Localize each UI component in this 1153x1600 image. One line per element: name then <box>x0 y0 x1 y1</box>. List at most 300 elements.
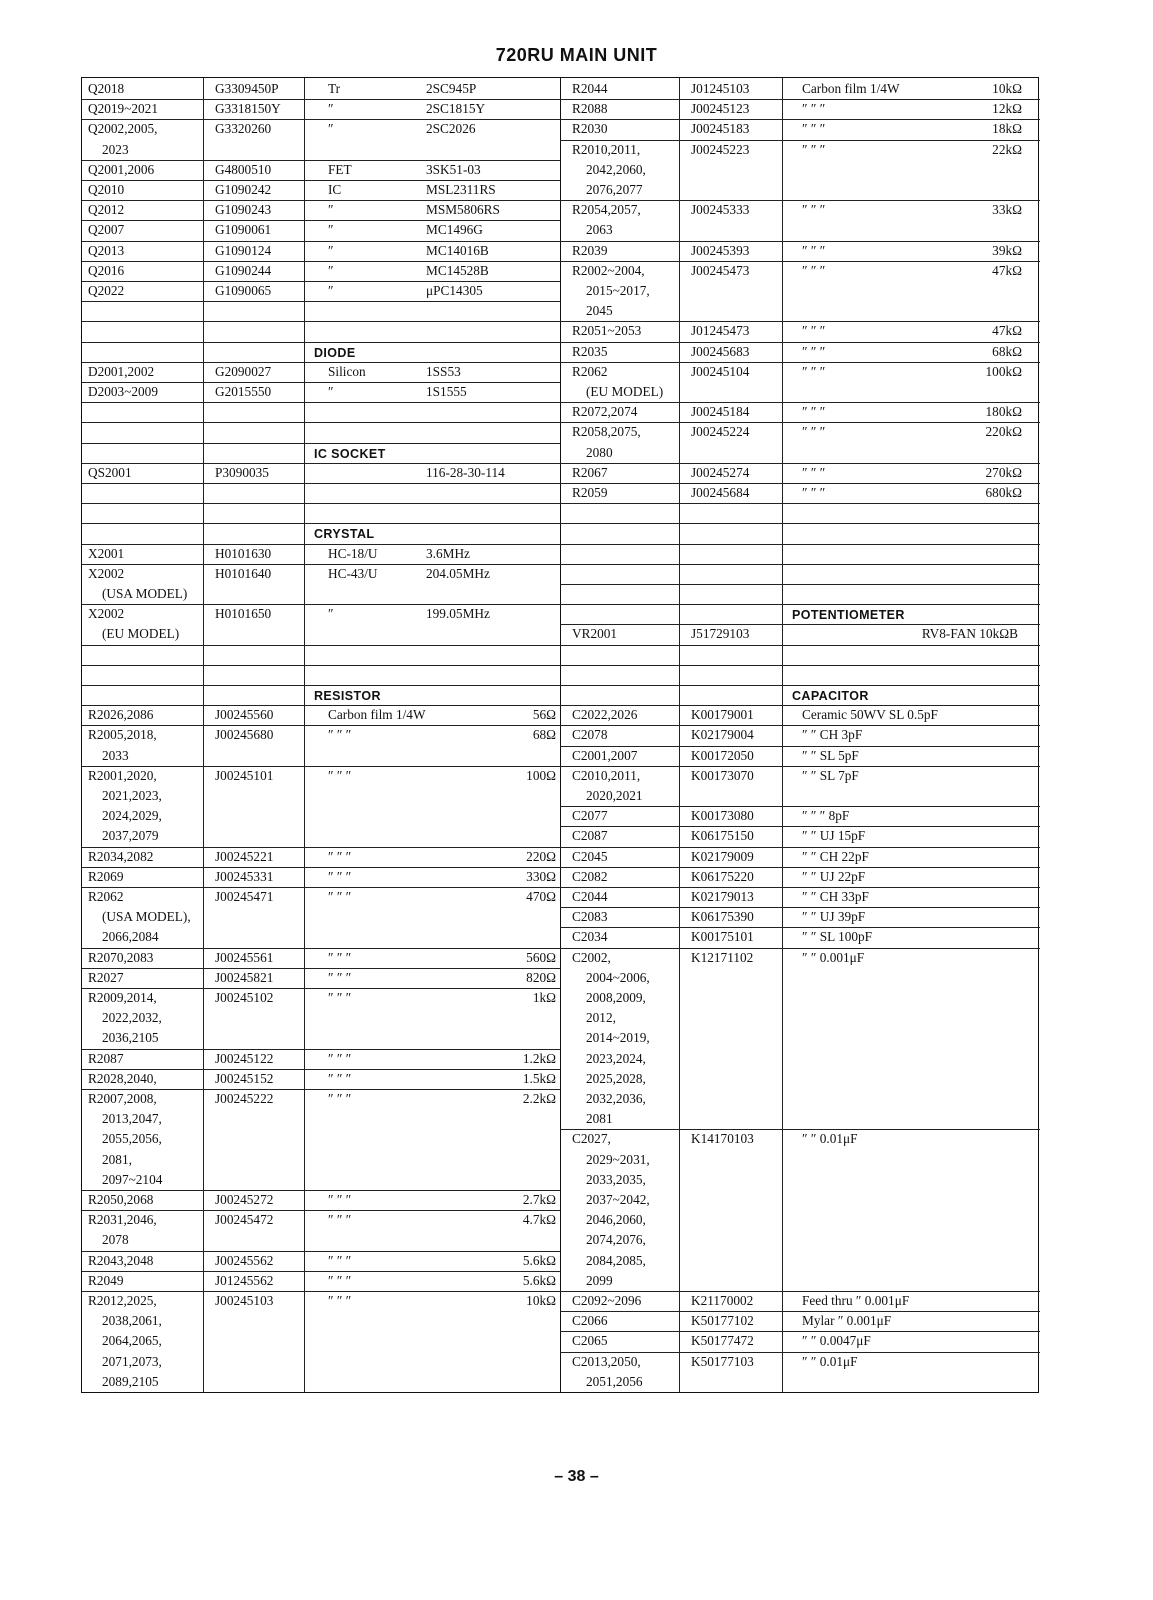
section-header: DIODE <box>314 345 356 360</box>
ref-designator: 2099 <box>586 1272 613 1288</box>
part-type: ″ ″ ″ <box>802 343 826 359</box>
column-divider <box>679 78 680 1392</box>
ref-designator: D2003~2009 <box>88 384 158 399</box>
ref-designator: C2083 <box>572 909 608 925</box>
row-rule <box>560 948 1040 949</box>
section-header: CRYSTAL <box>314 527 375 542</box>
ref-designator: 2074,2076, <box>586 1232 646 1248</box>
ref-designator: X2002 <box>88 565 125 581</box>
part-number: G4800510 <box>215 161 272 177</box>
ref-designator: 2008,2009, <box>586 990 646 1005</box>
ref-designator: C2087 <box>572 828 608 844</box>
ref-designator: C2078 <box>572 727 608 743</box>
part-number: G3309450P <box>215 81 279 96</box>
ref-designator: C2045 <box>572 848 608 864</box>
ref-designator: Q2018 <box>88 81 125 96</box>
ref-designator: C2027, <box>572 1131 611 1147</box>
part-type: ″ ″ ″ <box>328 1070 352 1086</box>
ref-designator: C2092~2096 <box>572 1293 642 1308</box>
ref-designator: 2033 <box>102 747 129 763</box>
ref-designator: 2024,2029, <box>102 808 162 824</box>
part-number: H0101650 <box>215 606 272 622</box>
part-value: 3SK51-03 <box>426 161 481 177</box>
part-type: ″ ″ CH 3pF <box>802 727 863 743</box>
ref-designator: R2067 <box>572 464 608 480</box>
part-type: Silicon <box>328 363 366 379</box>
part-value: MC14528B <box>426 262 489 278</box>
part-number: J00245471 <box>215 889 274 904</box>
part-number: K12171102 <box>691 949 754 965</box>
part-type: ″ ″ ″ <box>802 404 826 420</box>
part-number: K06175220 <box>691 868 754 884</box>
ref-designator: R2027 <box>88 969 124 985</box>
part-number: K02179013 <box>691 889 754 904</box>
part-value: μPC14305 <box>426 283 483 298</box>
row-rule <box>82 483 560 484</box>
part-value: 2.7kΩ <box>522 1192 556 1207</box>
part-number: J00245680 <box>215 727 274 743</box>
ref-designator: R2049 <box>88 1272 124 1288</box>
part-type: ″ ″ ″ <box>802 262 826 278</box>
part-number: G2090027 <box>215 363 272 379</box>
part-type: Mylar ″ 0.001μF <box>802 1313 892 1329</box>
part-value: 47kΩ <box>992 262 1022 278</box>
row-rule <box>560 1331 1040 1332</box>
row-rule <box>560 483 1040 484</box>
ref-designator: 2042,2060, <box>586 161 646 177</box>
row-rule <box>560 1311 1040 1312</box>
row-rule <box>82 301 560 302</box>
ref-designator: R2012,2025, <box>88 1293 157 1308</box>
part-value: 33kΩ <box>992 202 1022 218</box>
row-rule <box>82 1049 560 1050</box>
part-type: ″ ″ 0.01μF <box>802 1131 858 1147</box>
ref-designator: 2045 <box>586 303 613 319</box>
row-rule <box>560 503 1040 504</box>
row-rule <box>560 119 1040 120</box>
part-value: 68Ω <box>532 727 556 743</box>
ref-designator: R2062 <box>572 363 608 379</box>
ref-designator: R2007,2008, <box>88 1091 157 1106</box>
row-rule <box>82 887 560 888</box>
ref-designator: (USA MODEL) <box>102 586 188 601</box>
row-rule <box>82 1251 560 1252</box>
ref-designator: R2026,2086 <box>88 707 154 723</box>
ref-designator: 2046,2060, <box>586 1212 646 1228</box>
ref-designator: (EU MODEL) <box>102 626 180 642</box>
row-rule <box>82 665 560 666</box>
part-value: 470Ω <box>526 889 556 904</box>
part-type: ″ <box>328 202 334 218</box>
ref-designator: C2001,2007 <box>572 747 638 763</box>
part-number: K00175101 <box>691 929 754 945</box>
part-type: ″ ″ UJ 22pF <box>802 868 866 884</box>
part-type: ″ ″ ″ <box>802 363 826 379</box>
ref-designator: R2072,2074 <box>572 404 638 420</box>
ref-designator: 2089,2105 <box>102 1373 159 1389</box>
part-number: K50177103 <box>691 1353 754 1369</box>
ref-designator: 2076,2077 <box>586 182 643 197</box>
part-number: G1090065 <box>215 283 272 298</box>
ref-designator: R2051~2053 <box>572 323 642 339</box>
part-type: ″ ″ ″ <box>328 889 352 904</box>
ref-designator: 2033,2035, <box>586 1171 646 1187</box>
part-type: ″ ″ ″ <box>328 848 352 864</box>
part-value: 10kΩ <box>992 81 1022 96</box>
part-value: 180kΩ <box>985 404 1022 420</box>
part-value: MSL2311RS <box>426 182 496 197</box>
part-number: K14170103 <box>691 1131 754 1147</box>
part-number: G1090124 <box>215 242 272 258</box>
ref-designator: 2081 <box>586 1111 613 1127</box>
ref-designator: 2084,2085, <box>586 1252 646 1268</box>
ref-designator: 2080 <box>586 444 613 460</box>
row-rule <box>82 867 560 868</box>
part-type: ″ ″ 0.01μF <box>802 1353 858 1369</box>
part-type: ″ ″ CH 22pF <box>802 848 869 864</box>
part-type: ″ ″ ″ <box>802 323 826 339</box>
part-type: ″ ″ ″ <box>802 141 826 157</box>
ref-designator: 2022,2032, <box>102 1010 162 1026</box>
part-value: RV8-FAN 10kΩB <box>921 626 1018 642</box>
part-type: ″ ″ ″ <box>328 1272 352 1288</box>
part-type: ″ ″ UJ 15pF <box>802 828 866 844</box>
ref-designator: 2025,2028, <box>586 1070 646 1086</box>
row-rule <box>560 1129 1040 1130</box>
row-rule <box>560 544 1040 545</box>
part-value: 2SC1815Y <box>426 101 486 117</box>
ref-designator: R2088 <box>572 101 608 117</box>
part-type: HC-18/U <box>328 545 378 561</box>
ref-designator: R2028,2040, <box>88 1070 157 1086</box>
section-header: CAPACITOR <box>792 689 869 703</box>
row-rule <box>560 665 1040 666</box>
part-number: J00245274 <box>691 464 750 480</box>
part-number: G1090243 <box>215 202 272 218</box>
part-number: J00245821 <box>215 969 274 985</box>
part-type: ″ ″ UJ 39pF <box>802 909 866 925</box>
part-value: 100kΩ <box>985 363 1022 379</box>
part-number: J00245184 <box>691 404 750 420</box>
column-divider <box>203 78 204 1392</box>
row-rule <box>82 847 560 848</box>
part-value: MC1496G <box>426 222 483 238</box>
part-type: ″ ″ ″ <box>802 424 826 440</box>
section-header: RESISTOR <box>314 689 381 703</box>
ref-designator: C2044 <box>572 889 608 904</box>
part-number: J51729103 <box>691 626 750 642</box>
part-type: IC <box>328 182 342 197</box>
part-type: ″ ″ ″ <box>802 121 826 137</box>
ref-designator: R2039 <box>572 242 608 258</box>
row-rule <box>560 847 1040 848</box>
ref-designator: 2055,2056, <box>102 1131 162 1147</box>
ref-designator: R2054,2057, <box>572 202 641 218</box>
part-value: 2SC945P <box>426 81 477 96</box>
part-number: G2015550 <box>215 384 272 399</box>
part-value: 220Ω <box>526 848 556 864</box>
part-type: ″ ″ ″ <box>328 1091 352 1106</box>
ref-designator: C2065 <box>572 1333 608 1349</box>
part-number: H0101630 <box>215 545 272 561</box>
ref-designator: 2013,2047, <box>102 1111 162 1127</box>
ref-designator: R2031,2046, <box>88 1212 157 1228</box>
ref-designator: C2034 <box>572 929 608 945</box>
ref-designator: X2002 <box>88 606 125 622</box>
part-number: K06175390 <box>691 909 754 925</box>
part-type: ″ ″ ″ <box>802 242 826 258</box>
part-value: 820Ω <box>526 969 556 985</box>
part-type: ″ ″ 0.001μF <box>802 949 865 965</box>
row-rule <box>560 523 1040 524</box>
ref-designator: R2058,2075, <box>572 424 641 440</box>
part-number: J00245561 <box>215 949 274 965</box>
part-number: J00245684 <box>691 485 750 500</box>
part-number: J00245223 <box>691 141 750 157</box>
part-number: J00245224 <box>691 424 750 440</box>
ref-designator: 2020,2021 <box>586 788 643 803</box>
row-rule <box>82 503 560 504</box>
ref-designator: 2038,2061, <box>102 1313 162 1329</box>
row-rule <box>82 968 560 969</box>
row-rule <box>560 241 1040 242</box>
part-type: FET <box>328 161 352 177</box>
part-type: ″ ″ ″ <box>802 464 826 480</box>
ref-designator: R2001,2020, <box>88 767 157 783</box>
part-value: 330Ω <box>526 868 556 884</box>
part-number: J01245473 <box>691 323 750 339</box>
part-value: 680kΩ <box>985 485 1022 500</box>
part-value: 22kΩ <box>992 141 1022 157</box>
ref-designator: 2023 <box>102 141 129 157</box>
part-number: K02179009 <box>691 848 754 864</box>
row-rule <box>82 402 560 403</box>
part-type: ″ ″ ″ 8pF <box>802 808 850 824</box>
section-header: IC SOCKET <box>314 446 386 461</box>
part-value: MSM5806RS <box>426 202 500 218</box>
part-value: 1kΩ <box>532 990 556 1005</box>
part-number: J00245122 <box>215 1050 274 1066</box>
part-type: ″ ″ 0.0047μF <box>802 1333 871 1349</box>
part-type: ″ ″ SL 7pF <box>802 767 859 783</box>
ref-designator: 2015~2017, <box>586 283 650 298</box>
ref-designator: 2063 <box>586 222 613 238</box>
ref-designator: R2087 <box>88 1050 124 1066</box>
row-rule <box>82 645 560 646</box>
part-type: ″ ″ ″ <box>328 969 352 985</box>
ref-designator: (EU MODEL) <box>586 384 664 399</box>
part-number: K50177472 <box>691 1333 754 1349</box>
row-rule <box>560 927 1040 928</box>
row-rule <box>82 220 560 221</box>
part-type: ″ ″ ″ <box>328 767 352 783</box>
part-value: 5.6kΩ <box>522 1272 556 1288</box>
part-type: ″ ″ ″ <box>328 1252 352 1268</box>
row-rule <box>560 584 1040 585</box>
part-type: ″ ″ ″ <box>328 868 352 884</box>
row-rule <box>560 342 1040 343</box>
part-number: J00245103 <box>215 1293 274 1308</box>
part-number: J00245272 <box>215 1192 274 1207</box>
ref-designator: Q2013 <box>88 242 125 258</box>
ref-designator: R2034,2082 <box>88 848 154 864</box>
ref-designator: C2066 <box>572 1313 608 1329</box>
row-rule <box>560 362 1040 363</box>
part-value: 47kΩ <box>992 323 1022 339</box>
part-type: ″ ″ ″ <box>328 1212 352 1228</box>
part-number: J00245473 <box>691 262 750 278</box>
part-number: J00245102 <box>215 990 274 1005</box>
ref-designator: R2035 <box>572 343 608 359</box>
ref-designator: D2001,2002 <box>88 363 155 379</box>
row-rule <box>560 564 1040 565</box>
row-rule <box>560 806 1040 807</box>
part-number: J00245562 <box>215 1252 274 1268</box>
part-value: 1S1555 <box>426 384 467 399</box>
part-value: 68kΩ <box>992 343 1022 359</box>
part-number: J00245333 <box>691 202 750 218</box>
ref-designator: 2029~2031, <box>586 1151 650 1167</box>
part-number: J01245562 <box>215 1272 274 1288</box>
part-value: 560Ω <box>526 949 556 965</box>
page-number: – 38 – <box>554 1468 599 1485</box>
part-number: J00245221 <box>215 848 274 864</box>
part-number: J00245331 <box>215 868 274 884</box>
ref-designator: Q2010 <box>88 182 125 197</box>
ref-designator: 2012, <box>586 1010 616 1026</box>
part-value: 2SC2026 <box>426 121 476 137</box>
ref-designator: C2002, <box>572 949 611 965</box>
ref-designator: R2009,2014, <box>88 990 157 1005</box>
ref-designator: 2097~2104 <box>102 1171 163 1187</box>
part-value: 3.6MHz <box>426 545 470 561</box>
part-type: ″ ″ ″ <box>328 727 352 743</box>
part-number: H0101640 <box>215 565 272 581</box>
part-type: Carbon film 1/4W <box>802 81 900 96</box>
part-number: G1090242 <box>215 182 272 197</box>
ref-designator: R2059 <box>572 485 608 500</box>
part-number: K00173080 <box>691 808 754 824</box>
ref-designator: 2014~2019, <box>586 1030 650 1046</box>
row-rule <box>82 1190 560 1191</box>
part-value: 56Ω <box>532 707 556 723</box>
part-value: 4.7kΩ <box>522 1212 556 1228</box>
part-type: ″ ″ SL 100pF <box>802 929 873 945</box>
ref-designator: 2051,2056 <box>586 1373 643 1389</box>
part-type: ″ ″ ″ <box>802 485 826 500</box>
ref-designator: R2070,2083 <box>88 949 154 965</box>
part-type: HC-43/U <box>328 565 378 581</box>
ref-designator: Q2007 <box>88 222 125 238</box>
column-divider <box>782 78 783 1392</box>
ref-designator: 2081, <box>102 1151 132 1167</box>
part-value: 2.2kΩ <box>522 1091 556 1106</box>
part-type: ″ <box>328 606 334 622</box>
part-number: K00179001 <box>691 707 754 723</box>
part-number: K06175150 <box>691 828 754 844</box>
row-rule <box>82 321 560 322</box>
part-type: ″ <box>328 242 334 258</box>
part-number: K00173070 <box>691 767 754 783</box>
part-value: 10kΩ <box>526 1293 556 1308</box>
ref-designator: R2030 <box>572 121 608 137</box>
part-type: ″ ″ CH 33pF <box>802 889 869 904</box>
row-rule <box>560 99 1040 100</box>
part-value: MC14016B <box>426 242 489 258</box>
ref-designator: 2071,2073, <box>102 1353 162 1369</box>
ref-designator: 2023,2024, <box>586 1050 646 1066</box>
part-type: ″ ″ ″ <box>802 101 826 117</box>
row-rule <box>82 1271 560 1272</box>
ref-designator: Q2002,2005, <box>88 121 158 137</box>
part-value: 1SS53 <box>426 363 461 379</box>
part-number: J00245393 <box>691 242 750 258</box>
row-rule <box>560 826 1040 827</box>
page-title: 720RU MAIN UNIT <box>495 45 658 65</box>
part-number: K50177102 <box>691 1313 754 1329</box>
ref-designator: C2013,2050, <box>572 1353 641 1369</box>
part-type: ″ ″ ″ <box>328 1050 352 1066</box>
part-value: 116-28-30-114 <box>426 464 505 480</box>
ref-designator: R2044 <box>572 81 608 96</box>
row-rule <box>560 463 1040 464</box>
ref-designator: R2002~2004, <box>572 262 645 278</box>
part-type: ″ ″ ″ <box>802 202 826 218</box>
part-type: ″ ″ ″ <box>328 1293 352 1308</box>
row-rule <box>82 281 560 282</box>
ref-designator: Q2016 <box>88 262 125 278</box>
ref-designator: 2078 <box>102 1232 129 1248</box>
ref-designator: C2022,2026 <box>572 707 638 723</box>
part-type: ″ ″ ″ <box>328 990 352 1005</box>
ref-designator: Q2019~2021 <box>88 101 158 117</box>
part-number: G1090244 <box>215 262 272 278</box>
part-type: ″ <box>328 121 334 137</box>
ref-designator: 2064,2065, <box>102 1333 162 1349</box>
ref-designator: 2021,2023, <box>102 788 162 803</box>
part-number: K00172050 <box>691 747 754 763</box>
parts-table <box>81 77 1039 1393</box>
ref-designator: R2050,2068 <box>88 1192 154 1207</box>
ref-designator: Q2022 <box>88 283 125 298</box>
part-value: 18kΩ <box>992 121 1022 137</box>
ref-designator: R2005,2018, <box>88 727 157 743</box>
ref-designator: Q2001,2006 <box>88 161 155 177</box>
row-rule <box>560 907 1040 908</box>
part-number: G3320260 <box>215 121 272 137</box>
part-value: 100Ω <box>526 767 556 783</box>
column-divider <box>304 78 305 1392</box>
ref-designator: Q2012 <box>88 202 125 218</box>
part-number: J00245222 <box>215 1091 274 1106</box>
part-type: ″ ″ ″ <box>328 949 352 965</box>
part-number: J00245104 <box>691 363 750 379</box>
part-value: 5.6kΩ <box>522 1252 556 1268</box>
ref-designator: VR2001 <box>572 626 618 642</box>
part-value: 1.5kΩ <box>522 1070 556 1086</box>
row-rule <box>560 867 1040 868</box>
part-type: ″ <box>328 283 334 298</box>
part-value: 204.05MHz <box>426 565 490 581</box>
column-divider <box>560 78 561 1392</box>
part-number: J00245123 <box>691 101 750 117</box>
part-type: ″ ″ ″ <box>328 1192 352 1207</box>
part-number: J00245472 <box>215 1212 274 1228</box>
row-rule <box>560 645 1040 646</box>
part-number: J01245103 <box>691 81 750 96</box>
part-number: J00245152 <box>215 1070 274 1086</box>
ref-designator: (USA MODEL), <box>102 909 191 925</box>
